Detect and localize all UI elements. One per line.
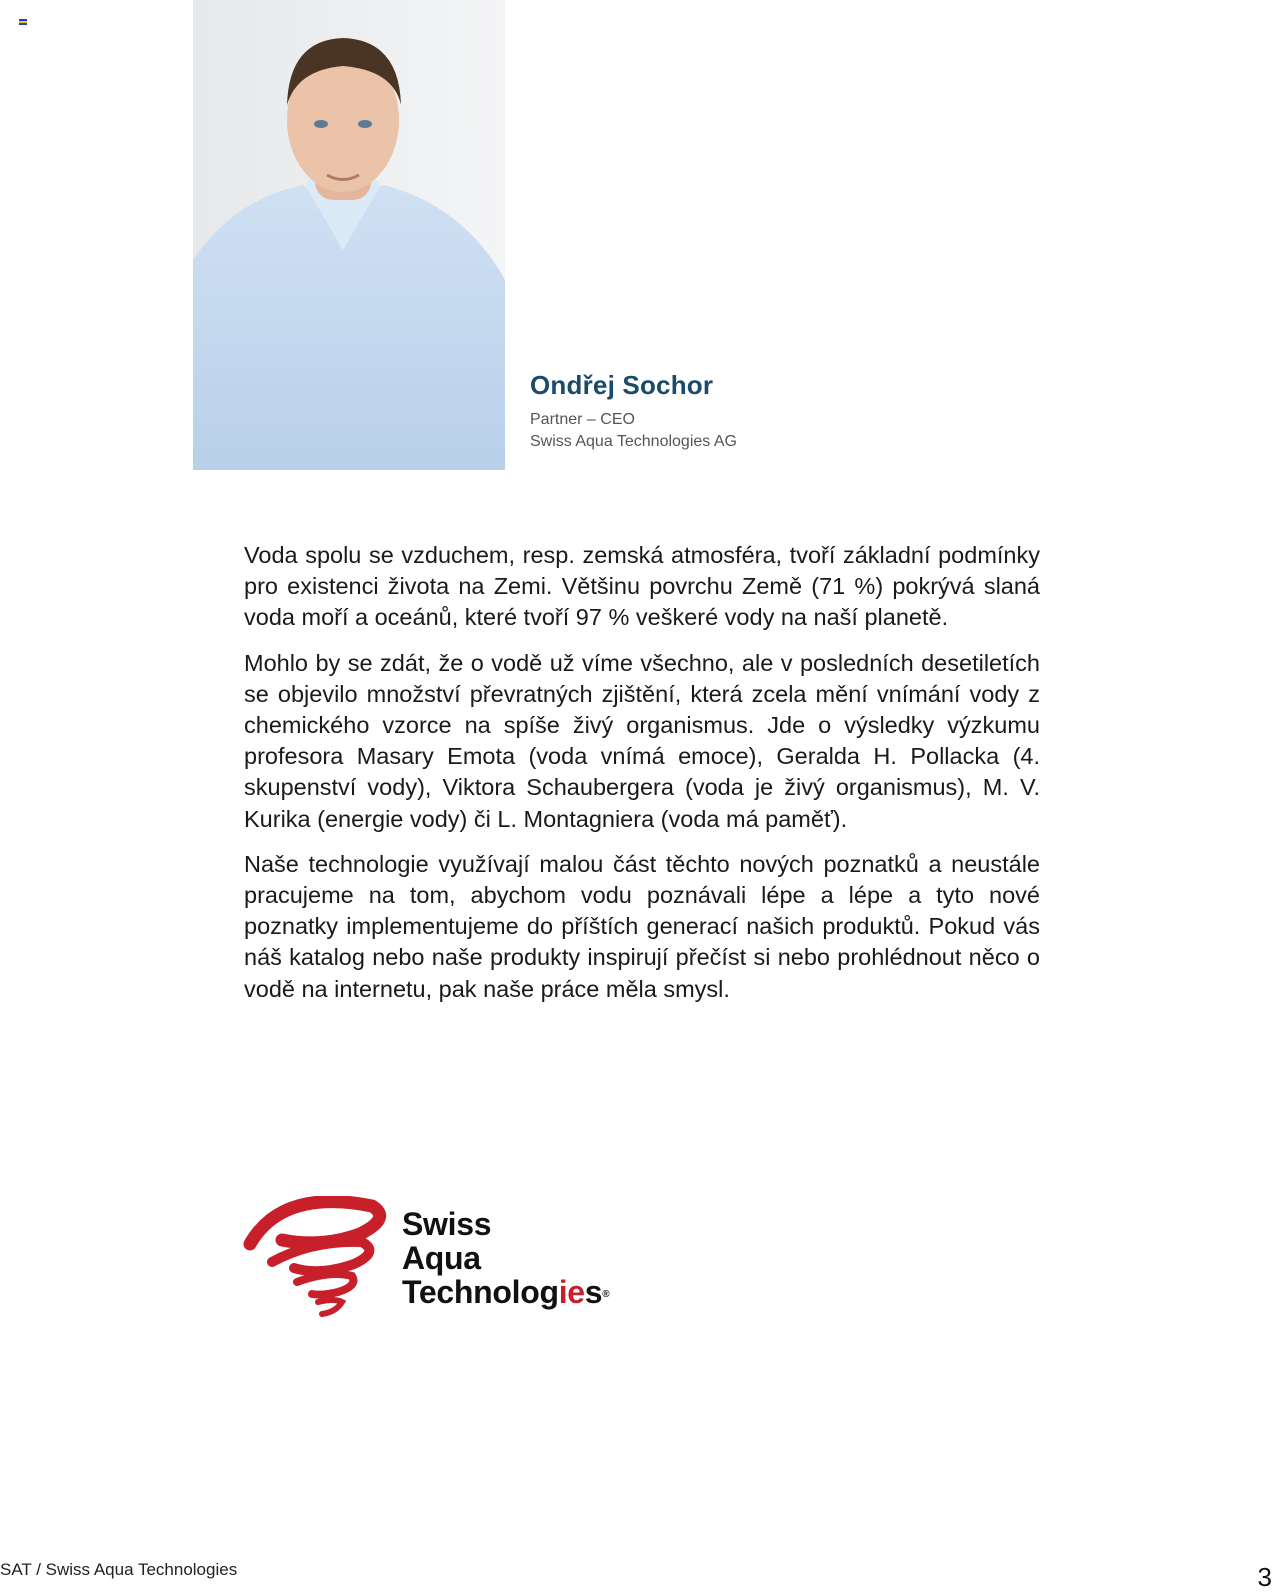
person-company: Swiss Aqua Technologies AG — [530, 433, 737, 450]
logo-word-technologies: Technologies® — [402, 1274, 610, 1310]
person-name: Ondřej Sochor — [530, 370, 714, 400]
flag-icon — [19, 19, 27, 25]
page-number: 3 — [1257, 1562, 1272, 1592]
person-caption — [530, 370, 737, 453]
paragraph: Voda spolu se vzduchem, resp. zemská atmosféra, tvoří základní podmínky pro existenci života na Zemi. Většinu povrchu Země (71 %) pokrývá slaná voda moří a oceánů, které tvoří 97 % veškeré vody na naší planetě. — [244, 542, 1040, 631]
logo-word-aqua: Aqua — [402, 1240, 481, 1276]
body-text — [244, 540, 1040, 1019]
portrait-photo — [193, 0, 505, 470]
footer-label: SAT / Swiss Aqua Technologies — [0, 1560, 238, 1579]
paragraph: Naše technologie využívají malou část těchto nových poznatků a neustále pracujeme na tom, abychom vodu poznávali lépe a lépe a tyto nové poznatky implementujeme do příštích generací našich produktů. Pokud vás náš katalog nebo naše produkty inspirují přečíst si nebo prohlédnout něco o vodě na internetu, pak naše práce měla smysl. — [244, 850, 1040, 1002]
sat-logo — [242, 1196, 622, 1326]
logo-word-swiss: Swiss — [402, 1206, 492, 1242]
swirl-logo-icon — [242, 1196, 392, 1321]
paragraph: Mohlo by se zdát, že o vodě už víme všechno, ale v posledních desetiletích se objevilo množství převratných zjištění, která zcela mění vnímání vody z chemického vzorce na spíše živý organismus. Jde o výsledky výzkumu profesora Masary Emota (voda vnímá emoce), Geralda H. Pollacka (4. skupenství vody), Viktora Schaubergera (voda je živý organismus), M. V. Kurika (energie vody) či L. Montagniera (voda má paměť). — [244, 649, 1040, 832]
person-role: Partner – CEO — [530, 411, 635, 428]
